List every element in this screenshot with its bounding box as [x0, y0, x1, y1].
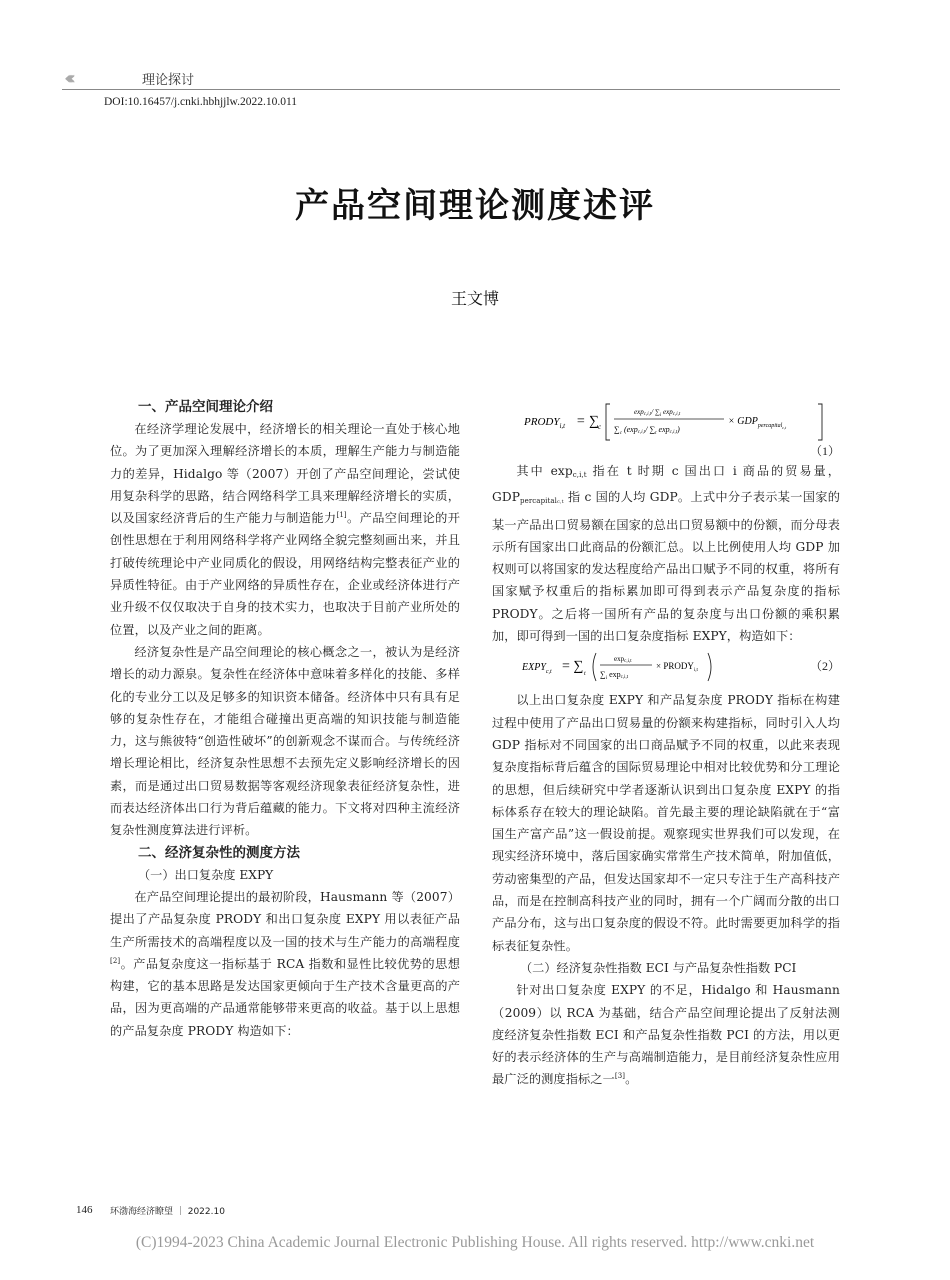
chevrons-icon: ‹‹‹‹‹ — [64, 68, 70, 89]
doi: DOI:10.16457/j.cnki.hbhjjlw.2022.10.011 — [104, 96, 298, 108]
svg-text:× GDPpercapitalc,t: × $GDP_{percapitalc,t}$ — [728, 416, 787, 430]
article-author: 王文博 — [450, 289, 499, 308]
paragraph: 在产品空间理论提出的最初阶段，Hausmann 等（2007）提出了产品复杂度 PRODY 和出口复杂度 EXPY 用以表征产品生产所需技术的高端程度以及一国的技术与生产能力的高端程度[2]。产品复杂度这一指标基于 RCA 指数和显性比较优势的思想构建，它的基本思路是发达国家更倾向于生产技术含量更高的产品，因为更高端的产品通常能够带来更高的收益。基于以上思想的产品复杂度 PRODY 构造如下： — [110, 889, 460, 1038]
citation: [3] — [614, 1072, 626, 1081]
equation-expy-graphic — [492, 647, 792, 689]
running-header — [62, 66, 840, 90]
svg-text:∑i expc,i,t: $\sum_i$ expc,i,t — [600, 670, 629, 682]
equation-expy — [492, 647, 840, 689]
section-heading: 一、产品空间理论介绍 — [138, 399, 273, 415]
article-title: 产品空间理论测度述评 — [295, 186, 655, 226]
paragraph: 在经济学理论发展中，经济增长的相关理论一直处于核心地位。为了更加深入理解经济增长的本质，理解生产能力与制造能力的差异，Hidalgo 等（2007）开创了产品空间理论，尝试使用复杂科学的思路，结合网络科学工具来理解经济增长的实质，以及国家经济背后的生产能力与制造能力[1]。产品空间理论的开创性思想在于利用网络科学将产业网络全貌完整刻画出来，并且打破传统理论中产业同质化的假设，用网络结构完整表征产业的异质性特征。由于产业网络的异质性存在，企业或经济体进行产业升级不仅仅取决于自身的技术实力，也取决于目前产业所处的位置，以及产业之间的距离。 — [110, 422, 460, 637]
paragraph: 经济复杂性是产品空间理论的核心概念之一，被认为是经济增长的动力源泉。复杂性在经济体中意味着多样化的技能、多样化的专业分工以及足够多的知识资本储备。经济体中只有具有足够的复杂性存在，才能组合碰撞出更高端的知识技能与制造能力，这与熊彼特“创造性破坏”的创新观念不谋而合。与传统经济增长理论相比，经济复杂性思想不去预先定义影响经济增长的因素，而是通过出口贸易数据等客观经济现象表征经济复杂性，进而表达经济体出口行为背后蕴藏的能力。下文将对四种主流经济复杂性测度算法进行评析。 — [110, 644, 460, 838]
svg-text:× PRODYi,t: × $PRODY_{i,t}$ — [656, 661, 698, 674]
svg-text:PRODYi,t: $PRODY_{i,t}$ — [524, 416, 566, 430]
equation-number: （1） — [809, 444, 840, 458]
svg-text:expc,i,t/ ∑i expc,i,t: expc,i,t/ $\sum_i$ expc,i,t — [634, 408, 681, 418]
subsection-heading: （二）经济复杂性指数 ECI 与产品复杂性指数 PCI — [520, 960, 797, 975]
journal-footer: 环渤海经济瞭望 ｜ 2022.10 — [110, 1207, 225, 1217]
citation: [2] — [110, 956, 121, 965]
svg-text:= ∑: = ∑ — [562, 659, 584, 675]
page-number: 146 — [76, 1204, 93, 1216]
svg-text:= ∑: = ∑ — [576, 414, 599, 429]
paragraph: 以上出口复杂度 EXPY 和产品复杂度 PRODY 指标在构建过程中使用了产品出口贸易量的份额来构建指标，同时引入人均 GDP 指标对不同国家的出口商品赋予不同的权重，以此来表现复杂度指标背后蕴含的国际贸易理论中相对比较优势和分工理论的思想，但后续研究中学者逐渐认识到出口复杂度 EXPY 的指标体系存在较大的理论缺陷。首先最主要的理论缺陷就在于“富国生产富产品”这一假设前提。观察现实世界我们可以发现，在现实经济环境中，落后国家确实常常生产技术简单，附加值低，劳动密集型的产品，但发达国家却不一定只专注于生产高科技产品，而是在控制高科技产业的同时，拥有一个广阔而分散的出口产品分布，这与出口复杂度的假设不符。此时需要更加科学的指标表征复杂性。 — [492, 693, 840, 953]
paragraph: 针对出口复杂度 EXPY 的不足，Hidalgo 和 Hausmann（2009）以 RCA 为基础，结合产品空间理论提出了反射法测度经济复杂性指数 ECI 和产品复杂性指数 PCI 的方法，用以更好的表示经济体的生产与高端制造能力，是目前经济复杂性应用最广泛的测度指标之一[3]。 — [492, 983, 840, 1087]
section-heading: 二、经济复杂性的测度方法 — [138, 844, 300, 861]
equation-prody-graphic — [492, 396, 840, 460]
section-tag: 理论探讨 — [142, 73, 195, 88]
subsection-heading: （一）出口复杂度 EXPY — [138, 867, 274, 882]
svg-text:c: c — [598, 423, 602, 431]
svg-text:EXPYc,t: $EXPY_{c,t}$ — [522, 662, 552, 676]
paragraph: 其中 $\exp_{c,i,t}$ 指在 t 时期 c 国出口 i 商品的贸易量，$GDP_{percapitalc,t}$ 指 c 国的人均 GDP。上式中分子表示某一国家的某一产品出口贸易额在国家的总出口贸易额中的份额，而分母表示所有国家出口此商品的份额汇总。以上比例使用人均 GDP 加权则可以将国家的发达程度给产品出口赋予不同的权重，将所有国家赋予权重后的指标累加即可得到表示产品复杂度的指标 PRODY。之后将一国所有产品的复杂度与出口份额的乘积累加，即可得到一国的出口复杂度指标 EXPY，构造如下： — [492, 464, 840, 644]
svg-text:expc,i,t: expc,i,t — [614, 655, 632, 665]
equation-prody — [492, 396, 840, 460]
right-column — [492, 396, 840, 1091]
equation-number: （2） — [809, 659, 840, 674]
svg-text:t: t — [584, 671, 586, 678]
svg-text:∑c (expc,i,t/ ∑t expc,i,t): $\sum_c$ (expc,i,t/ $\sum_t$ expc,i,t) — [614, 425, 680, 436]
citation: [1] — [336, 511, 347, 520]
copyright-watermark: (C)1994-2023 China Academic Journal Electronic Publishing House. All rights reserved. http://www.cnki.net — [135, 1234, 815, 1251]
left-column — [110, 396, 460, 1042]
